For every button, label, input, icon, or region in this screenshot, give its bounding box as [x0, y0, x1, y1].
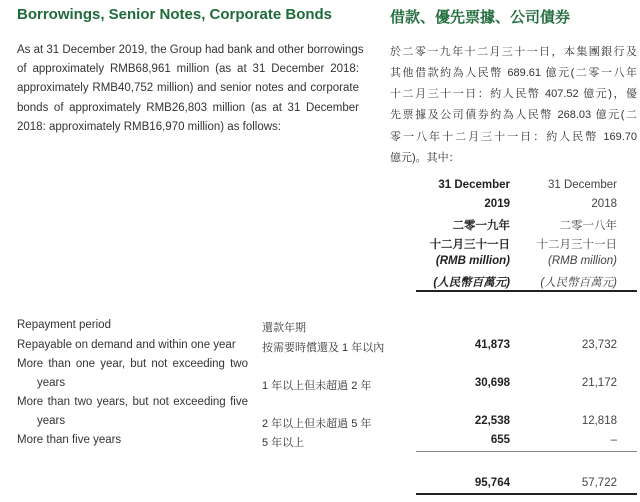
intro-zh-line: 先票據及公司債券約為人民幣 268.03 億元(二: [390, 109, 637, 121]
intro-en-line: bonds of approximately RMB26,803 million (as at 31 December: [17, 102, 359, 114]
row-label-zh: 1 年以上但未超過 2 年: [262, 380, 372, 392]
row-label: More than five years: [17, 434, 122, 446]
total-2018: 57,722: [581, 477, 617, 489]
value-2018: 21,172: [581, 377, 617, 389]
row-label: More than two years, but not exceeding five: [17, 396, 248, 408]
col-2019-year: 2019: [484, 198, 510, 210]
intro-zh-line: 於二零一九年十二月三十一日，本集團銀行及: [390, 46, 637, 58]
heading-en: Borrowings, Senior Notes, Corporate Bonds: [17, 6, 333, 23]
intro-en-line: 2018: approximately RMB16,970 million) as follows:: [17, 121, 281, 133]
value-2018: –: [610, 434, 617, 446]
total-rule: [416, 493, 637, 495]
col-2019-unit-zh: (人民幣百萬元): [433, 277, 510, 289]
col-2018-year-zh: 二零一八年: [559, 220, 617, 232]
col-2018-unit-zh: (人民幣百萬元): [540, 277, 617, 289]
row-label-zh: 2 年以上但未超過 5 年: [262, 418, 372, 430]
col-2019-date: 31 December: [438, 179, 510, 191]
col-2018-year: 2018: [591, 198, 617, 210]
row-label: Repayable on demand and within one year: [17, 339, 236, 351]
col-2019-date-zh: 十二月三十一日: [429, 239, 510, 251]
col-2018-date: 31 December: [547, 179, 617, 191]
row-label-cont: years: [37, 377, 66, 389]
repayment-header-en: Repayment period: [17, 319, 111, 331]
col-2019-year-zh: 二零一九年: [452, 220, 510, 232]
value-2019: 22,538: [474, 415, 510, 427]
value-2019: 41,873: [474, 339, 510, 351]
intro-zh-line: 其他借款約為人民幣 689.61 億元(二零一八年: [390, 67, 637, 79]
value-2019: 30,698: [474, 377, 510, 389]
repayment-header-zh: 還款年期: [262, 322, 306, 334]
row-label: More than one year, but not exceeding two: [17, 358, 248, 370]
row-label-zh: 5 年以上: [262, 437, 305, 449]
intro-en-line: approximately RMB40,752 million) and senior notes and corporate: [17, 82, 359, 94]
total-2019: 95,764: [474, 477, 510, 489]
heading-zh: 借款、優先票據、公司債券: [390, 9, 571, 26]
value-2019: 655: [490, 434, 510, 446]
col-2018-unit: (RMB million): [548, 255, 617, 267]
intro-zh-line: 零一八年十二月三十一日：約人民幣 169.70: [390, 131, 637, 143]
intro-en-line: of approximately RMB68,961 million (as at 31 December 2018:: [17, 63, 359, 75]
subtotal-rule: [416, 451, 637, 452]
intro-en-line: As at 31 December 2019, the Group had bank and other borrowings: [17, 44, 364, 56]
row-label-cont: years: [37, 415, 66, 427]
value-2018: 23,732: [581, 339, 617, 351]
intro-zh-line: 億元)。其中：: [390, 152, 460, 164]
col-2019-unit: (RMB million): [435, 255, 510, 267]
row-label-zh: 按需要時償還及 1 年以內: [262, 342, 385, 354]
value-2018: 12,818: [581, 415, 617, 427]
intro-zh-line: 十二月三十一日：約人民幣 407.52 億元)，優: [390, 88, 637, 100]
header-rule: [416, 290, 637, 292]
col-2018-date-zh: 十二月三十一日: [536, 239, 617, 251]
